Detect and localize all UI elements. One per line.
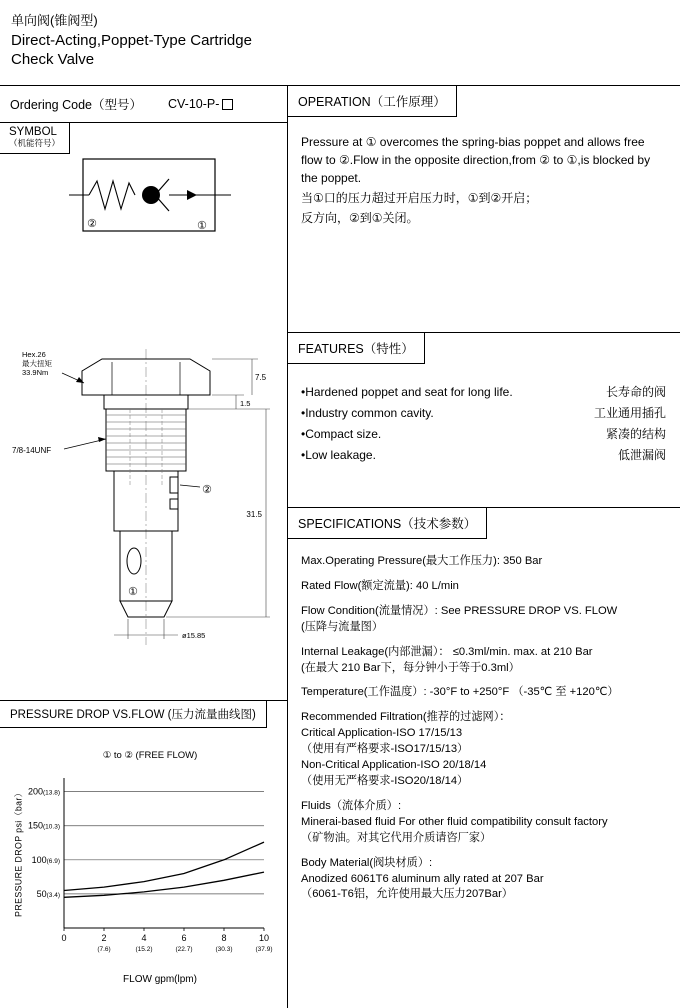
spec-item: Flow Condition(流量情况）: See PRESSURE DROP VS. FLOW (压降与流量图） — [301, 604, 618, 633]
x-tick-label: 0 — [61, 933, 67, 943]
ordering-code-row — [0, 86, 287, 123]
chart-plot — [14, 768, 276, 973]
dim-diameter: ø15.85 — [182, 631, 206, 640]
chart-title-row — [0, 701, 287, 728]
flow-arrow — [187, 190, 197, 200]
features-section — [288, 333, 680, 508]
leader-lines — [62, 373, 200, 487]
spec-item: Recommended Filtration(推荐的过滤网）： Critical Application-ISO 17/15/13 （使用有严格要求-ISO17/15/13） Non-Critical Application-ISO 20/18/14 （使用无严格要求-ISO20/18/14） — [301, 711, 511, 787]
symbol-label-en: SYMBOL — [9, 126, 57, 138]
ordering-code-value — [168, 97, 233, 111]
x-tick-sublabel: (15.2) — [135, 946, 153, 953]
ordering-code-text: CV-10-P- — [168, 97, 220, 111]
drawing-port-1-label: ① — [128, 586, 138, 598]
hex-note-line1: Hex.26 — [22, 350, 46, 359]
hex-note-line2: 最大扭矩 — [22, 359, 52, 368]
symbol-section-tab — [0, 123, 70, 154]
chart-series-free-flow-upper — [64, 842, 264, 890]
symbol-label-zh: （机能符号） — [9, 138, 61, 149]
feature-text-en: •Hardened poppet and seat for long life. — [301, 385, 513, 399]
chart-x-axis-label: FLOW gpm(lpm) — [123, 974, 197, 985]
spec-item: Body Material(阀块材质）: Anodized 6061T6 aluminum ally rated at 207 Bar （6061-T6铝，允许使用最大压力207Bar） — [301, 856, 544, 901]
operation-text-zh-line2: 反方向，②到①关闭。 — [301, 211, 419, 225]
y-tick-label: 150(10.3) — [27, 820, 60, 831]
spec-item: Internal Leakage(内部泄漏）： ≤0.3ml/min. max. at 210 Bar (在最大 210 Bar下，每分钟小于等于0.3ml） — [301, 645, 593, 674]
feature-text-zh: 低泄漏阀 — [617, 448, 666, 462]
operation-section-tab: OPERATION（工作原理） — [288, 86, 457, 117]
title-english-line1: Direct-Acting,Poppet-Type Cartridge — [11, 32, 252, 49]
y-tick-label: 50(3.4) — [36, 888, 60, 899]
operation-text-en: Pressure at ① overcomes the spring-bias poppet and allows free flow to ②.Flow in the opposite direction,from ② to ①,is blocked by the poppet. — [301, 135, 651, 185]
dim-hex-height: 7.5 — [255, 373, 267, 382]
dim-collar: 1.5 — [240, 399, 251, 408]
x-tick-label: 10 — [258, 933, 270, 943]
x-tick-sublabel: (37.9) — [255, 946, 273, 953]
symbol-port-2-label: ② — [87, 218, 97, 230]
feature-text-zh: 工业通用插孔 — [593, 406, 666, 420]
right-column — [287, 86, 680, 1008]
operation-section — [288, 86, 680, 333]
y-tick-label: 200(13.8) — [27, 786, 60, 797]
symbol-port-1-label: ① — [197, 220, 207, 232]
poppet-ball-symbol — [142, 186, 160, 204]
feature-item — [301, 424, 666, 445]
ordering-code-label: Ordering Code（型号） — [10, 98, 142, 112]
feature-text-en: •Low leakage. — [301, 448, 376, 462]
page-header — [11, 10, 252, 70]
feature-text-zh: 紧凑的结构 — [605, 427, 666, 441]
specifications-list — [288, 539, 680, 903]
thread-spec-label: 7/8-14UNF — [12, 446, 52, 455]
drawing-port-2-label: ② — [202, 484, 212, 496]
feature-item — [301, 445, 666, 466]
feature-item — [301, 403, 666, 424]
feature-text-en: •Compact size. — [301, 427, 382, 441]
symbol-section — [0, 123, 287, 701]
chart-legend: ① to ② (FREE FLOW) — [102, 750, 198, 761]
x-tick-sublabel: (22.7) — [175, 946, 193, 953]
pressure-drop-chart — [0, 728, 287, 1008]
features-list — [288, 364, 680, 466]
spring-symbol — [89, 181, 135, 209]
main-columns — [0, 85, 680, 1008]
features-section-tab: FEATURES（特性） — [288, 333, 425, 364]
spec-item: Temperature(工作温度）: -30°F to +250°F （-35℃ 至 +120℃） — [301, 686, 619, 699]
spec-item: Rated Flow(额定流量): 40 L/min — [301, 579, 459, 592]
spec-item: Fluids（流体介质）: Minerai-based fluid For other fluid compatibility consult factory （矿物油。对其它代用介质请咨厂家） — [301, 799, 608, 844]
technical-drawing — [8, 345, 280, 665]
cross-hole — [127, 548, 141, 574]
x-tick-sublabel: (7.6) — [97, 946, 111, 953]
feature-item — [301, 382, 666, 403]
spec-item: Max.Operating Pressure(最大工作压力): 350 Bar — [301, 555, 543, 567]
title-english-line2: Check Valve — [11, 50, 95, 68]
hex-note-line3: 33.9Nm — [22, 368, 49, 377]
x-tick-sublabel: (30.3) — [215, 946, 233, 953]
y-tick-label: 100(6.9) — [31, 854, 60, 865]
dim-length: 31.5 — [246, 510, 262, 519]
chart-y-axis-label: PRESSURE DROP psi（bar） — [13, 788, 24, 917]
feature-text-en: •Industry common cavity. — [301, 406, 434, 420]
chart-plot-svg — [14, 768, 276, 968]
specifications-section — [288, 508, 680, 1008]
operation-text — [288, 117, 680, 227]
title-chinese: 单向阀(锥阀型) — [11, 13, 98, 28]
left-column — [0, 86, 287, 1008]
hydraulic-symbol-diagram — [55, 151, 245, 256]
specifications-section-tab: SPECIFICATIONS（技术参数） — [288, 508, 487, 539]
chart-section-tab: PRESSURE DROP VS.FLOW (压力流量曲线图) — [0, 701, 267, 728]
x-tick-label: 4 — [141, 933, 147, 943]
feature-text-zh: 长寿命的阀 — [605, 385, 666, 399]
x-tick-label: 8 — [221, 933, 227, 943]
chart-series-free-flow-lower — [64, 872, 264, 897]
size-placeholder-box — [222, 99, 233, 110]
x-tick-label: 6 — [181, 933, 187, 943]
x-tick-label: 2 — [101, 933, 107, 943]
operation-text-zh-line1: 当①口的压力超过开启压力时，①到②开启； — [301, 191, 538, 205]
